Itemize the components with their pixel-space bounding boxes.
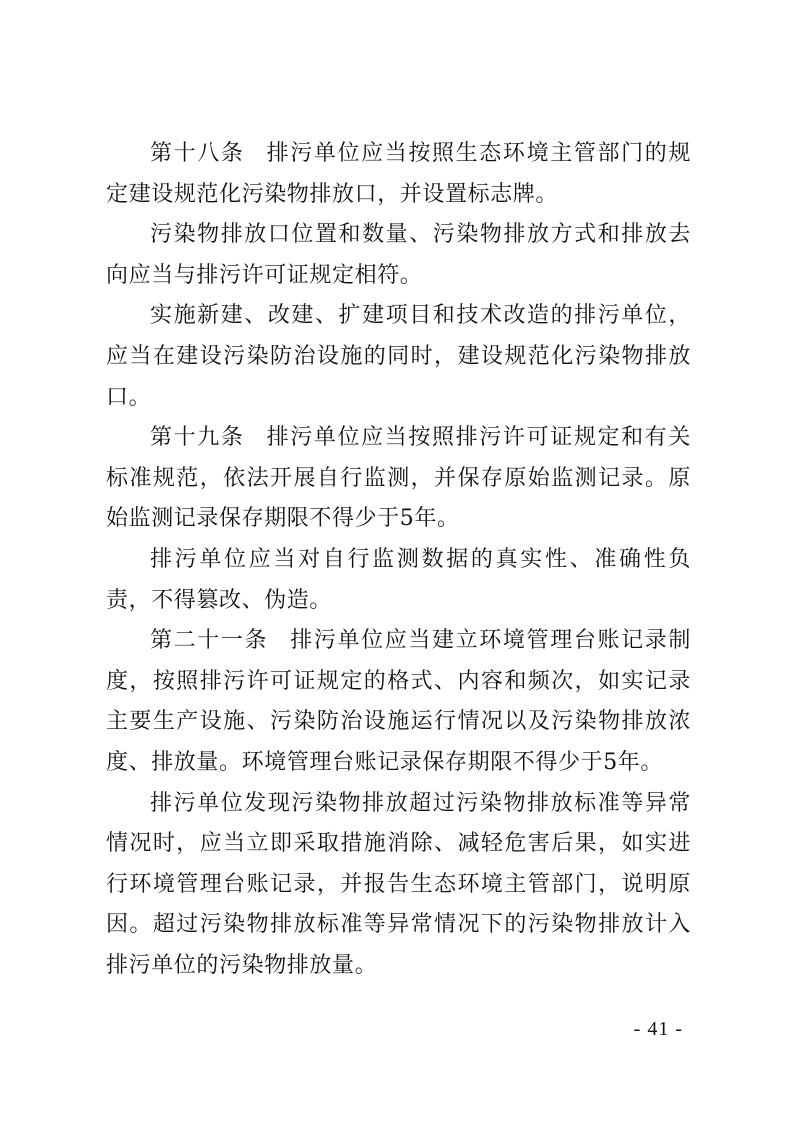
article-title: 第十八条 xyxy=(150,141,245,166)
paragraph-text: 排污单位应当按照排污许可证规定和有关标准规范，依法开展自行监测，并保存原始监测记录。原始监测记录保存期限不得少于5年。 xyxy=(106,425,691,532)
paragraph xyxy=(106,215,691,296)
paragraph-text: 污染物排放口位置和数量、污染物排放方式和排放去向应当与排污许可证规定相符。 xyxy=(106,222,691,288)
paragraph-text: 排污单位应当建立环境管理台账记录制度，按照排污许可证规定的格式、内容和频次，如实记录主要生产设施、污染防治设施运行情况以及污染物排放浓度、排放量。环境管理台账记录保存期限不得少于5年。 xyxy=(106,628,691,775)
paragraph-text: 实施新建、改建、扩建项目和技术改造的排污单位，应当在建设污染防治设施的同时，建设规范化污染物排放口。 xyxy=(106,303,691,410)
paragraph xyxy=(106,784,691,987)
page-number: - 41 - xyxy=(633,1018,683,1040)
paragraph-article-19 xyxy=(106,418,691,540)
paragraph xyxy=(106,296,691,418)
paragraph-text: 排污单位发现污染物排放超过污染物排放标准等异常情况时，应当立即采取措施消除、减轻危害后果，如实进行环境管理台账记录，并报告生态环境主管部门，说明原因。超过污染物排放标准等异常情况下的污染物排放计入排污单位的污染物排放量。 xyxy=(106,790,691,978)
paragraph-text: 排污单位应当按照生态环境主管部门的规定建设规范化污染物排放口，并设置标志牌。 xyxy=(106,141,691,207)
paragraph-article-21 xyxy=(106,621,691,783)
article-title: 第二十一条 xyxy=(150,628,269,654)
article-title: 第十九条 xyxy=(150,425,245,451)
paragraph-article-18 xyxy=(106,134,691,215)
paragraph xyxy=(106,540,691,621)
paragraph-text: 排污单位应当对自行监测数据的真实性、准确性负责，不得篡改、伪造。 xyxy=(106,546,691,613)
document-body xyxy=(106,134,691,986)
